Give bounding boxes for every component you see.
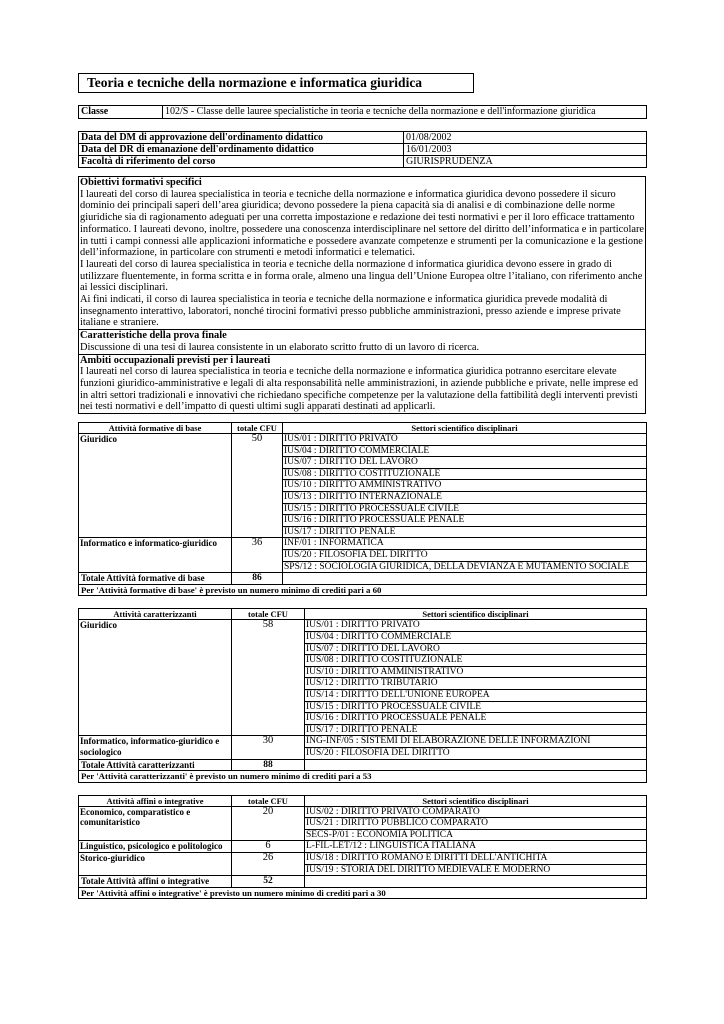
ambiti-heading: Ambiti occupazionali previsti per i laureati [80,354,271,366]
category-header: Attività affini o integrative [79,795,232,806]
settore-item: IUS/02 : DIRITTO PRIVATO COMPARATO [305,806,647,818]
minimum-credits-note: Per 'Attività formative di base' è previsto un numero minimo di crediti pari a 60 [79,584,647,596]
classe-table [78,105,647,119]
obiettivi-paragraph: I laureati del corso di laurea specialistica in teoria e tecniche della normazione d informatica giuridica devono essere in grado di utilizzare fluentemente, in forma scritta e in forma orale, almeno una lingua dell’Unione Europea oltre l’italiano, con riferimento anche ai lessici disciplinari. [80,258,643,294]
table-row [79,620,647,632]
settore-item: IUS/20 : FILOSOFIA DEL DIRITTO [305,747,647,759]
table-row [79,853,647,865]
cfu-value: 58 [232,620,305,736]
category-header: Attività caratterizzanti [79,609,232,620]
minimum-credits-note: Per 'Attività affini o integrative' è previsto un numero minimo di crediti pari a 30 [79,887,647,899]
settore-item: IUS/21 : DIRITTO PUBBLICO COMPARATO [305,818,647,830]
prova-finale-section [79,329,645,353]
table-header-row [79,423,647,434]
dates-table [78,131,647,168]
total-value: 86 [232,573,283,585]
cfu-value: 6 [232,841,305,853]
facolta-value: GIURISPRUDENZA [404,156,647,168]
prova-finale-heading: Caratteristiche della prova finale [80,330,227,342]
table-row [79,841,647,853]
table-attivita-caratterizzanti [78,608,647,782]
total-label: Totale Attività affini o integrative [79,876,232,888]
settore-item: IUS/10 : DIRITTO AMMINISTRATIVO [283,480,647,492]
settore-item: IUS/07 : DIRITTO DEL LAVORO [283,457,647,469]
total-row [79,573,647,585]
settore-item: ING-INF/05 : SISTEMI DI ELABORAZIONE DELLE INFORMAZIONI [305,736,647,748]
obiettivi-paragraph: I laureati del corso di laurea specialistica in teoria e tecniche della normazione e informatica giuridica devono possedere il sicuro dominio dei principali saperi dell’area giuridica; devono possedere la piena capacità sia di analisi e di combinazione delle norme giuridiche sia di ragionamento adeguati per una corretta impostazione e redazione dei testi normativi e per il loro efficace trattamento informatico. I laureati devono, inoltre, possedere una conoscenza interdisciplinare nel settore del diritto dell’informatica e in particolare in tutti i campi connessi alle applicazioni informatiche e possedere avanzate competenze e strumenti per la comunicazione e la gestione dell’informazione, in particolare con strumenti e metodi informatici e telematici. [80,188,645,259]
category-header: Attività formative di base [79,423,232,434]
table-row [79,434,647,446]
total-empty [305,876,647,888]
dr-label: Data del DR di emanazione dell'ordinamento didattico [79,144,404,156]
table-attivita-affini [78,795,647,900]
table-row [79,736,647,748]
note-row [79,771,647,783]
category-name: Economico, comparatistico e comunitaristico [79,806,232,841]
total-empty [305,759,647,771]
settore-item: IUS/01 : DIRITTO PRIVATO [283,434,647,446]
settore-item: IUS/14 : DIRITTO DELL'UNIONE EUROPEA [305,689,647,701]
total-empty [283,573,647,585]
settore-item: IUS/16 : DIRITTO PROCESSUALE PENALE [305,713,647,725]
document-page [78,73,648,899]
ambiti-section [79,354,645,414]
settore-item: IUS/15 : DIRITTO PROCESSUALE CIVILE [305,701,647,713]
total-label: Totale Attività formative di base [79,573,232,585]
obiettivi-paragraph: Ai fini indicati, il corso di laurea specialistica in teoria e tecniche della normazione e informatica giuridica prevede modalità di insegnamento interattivo, laboratori, nonché tirocini formativi presso pubbliche amministrazioni, presso aziende e imprese private italiane e straniere. [80,294,621,329]
total-value: 88 [232,759,305,771]
cfu-header: totale CFU [232,423,283,434]
category-name: Giuridico [79,620,232,736]
table-attivita-base [78,422,647,596]
settore-item: INF/01 : INFORMATICA [283,538,647,550]
settore-item: IUS/08 : DIRITTO COSTITUZIONALE [283,468,647,480]
category-name: Linguistico, psicologico e politologico [79,841,232,853]
total-row [79,759,647,771]
cfu-header: totale CFU [232,795,305,806]
dr-value: 16/01/2003 [404,144,647,156]
date-row-dm [79,132,647,144]
settori-header: Settori scientifico disciplinari [305,609,647,620]
classe-row [79,106,647,119]
ambiti-text: I laureati nel corso di laurea specialistica in teoria e tecniche della normazione e informatica giuridica potranno esercitare elevate funzioni giuridico-amministrative e legali di alta responsabilità nelle amministrazioni, in aziende pubbliche e private, nelle imprese ed in altri settori tradizionali e innovativi che richiedano specifiche competenze per la valutazione della fattibilità degli interventi previsti nei testi normativi e dell’impatto di questi ultimi sugli apparati destinati ad applicarli. [80,366,639,413]
description-box [78,176,646,414]
prova-finale-text: Discussione di una tesi di laurea consistente in un elaborato scritto frutto di un lavoro di ricerca. [80,341,480,353]
cfu-value: 26 [232,853,305,876]
cfu-value: 50 [232,434,283,538]
cfu-value: 30 [232,736,305,759]
settore-item: IUS/07 : DIRITTO DEL LAVORO [305,643,647,655]
category-name: Giuridico [79,434,232,538]
category-name: Informatico, informatico-giuridico e sociologico [79,736,232,759]
settore-item: IUS/19 : STORIA DEL DIRITTO MEDIEVALE E MODERNO [305,864,647,876]
settori-header: Settori scientifico disciplinari [283,423,647,434]
settore-item: IUS/04 : DIRITTO COMMERCIALE [305,631,647,643]
category-name: Informatico e informatico-giuridico [79,538,232,573]
classe-label: Classe [79,106,163,119]
settore-item: IUS/04 : DIRITTO COMMERCIALE [283,445,647,457]
settore-item: IUS/08 : DIRITTO COSTITUZIONALE [305,655,647,667]
obiettivi-heading: Obiettivi formativi specifici [80,177,202,188]
cfu-value: 36 [232,538,283,573]
settore-item: IUS/17 : DIRITTO PENALE [305,724,647,736]
settore-item: IUS/13 : DIRITTO INTERNAZIONALE [283,492,647,504]
settore-item: SECS-P/01 : ECONOMIA POLITICA [305,829,647,841]
settore-item: IUS/17 : DIRITTO PENALE [283,526,647,538]
settore-item: IUS/20 : FILOSOFIA DEL DIRITTO [283,550,647,562]
dm-label: Data del DM di approvazione dell'ordinamento didattico [79,132,404,144]
classe-value: 102/S - Classe delle lauree specialistiche in teoria e tecniche della normazione e dell'informazione giuridica [163,106,647,119]
settore-item: IUS/10 : DIRITTO AMMINISTRATIVO [305,666,647,678]
table-row [79,806,647,818]
settore-item: IUS/18 : DIRITTO ROMANO E DIRITTI DELL'ANTICHITA [305,853,647,865]
settore-item: IUS/01 : DIRITTO PRIVATO [305,620,647,632]
course-title: Teoria e tecniche della normazione e informatica giuridica [78,73,474,93]
facolta-row [79,156,647,168]
category-name: Storico-giuridico [79,853,232,876]
settori-header: Settori scientifico disciplinari [305,795,647,806]
date-row-dr [79,144,647,156]
dm-value: 01/08/2002 [404,132,647,144]
obiettivi-section [79,177,645,329]
minimum-credits-note: Per 'Attività caratterizzanti' è previsto un numero minimo di crediti pari a 53 [79,771,647,783]
total-value: 52 [232,876,305,888]
note-row [79,584,647,596]
cfu-value: 20 [232,806,305,841]
table-header-row [79,795,647,806]
settore-item: IUS/16 : DIRITTO PROCESSUALE PENALE [283,515,647,527]
cfu-header: totale CFU [232,609,305,620]
settore-item: IUS/12 : DIRITTO TRIBUTARIO [305,678,647,690]
total-row [79,876,647,888]
note-row [79,887,647,899]
facolta-label: Facoltà di riferimento del corso [79,156,404,168]
settore-item: L-FIL-LET/12 : LINGUISTICA ITALIANA [305,841,647,853]
settore-item: SPS/12 : SOCIOLOGIA GIURIDICA, DELLA DEVIANZA E MUTAMENTO SOCIALE [283,561,647,573]
settore-item: IUS/15 : DIRITTO PROCESSUALE CIVILE [283,503,647,515]
table-row [79,538,647,550]
total-label: Totale Attività caratterizzanti [79,759,232,771]
table-header-row [79,609,647,620]
